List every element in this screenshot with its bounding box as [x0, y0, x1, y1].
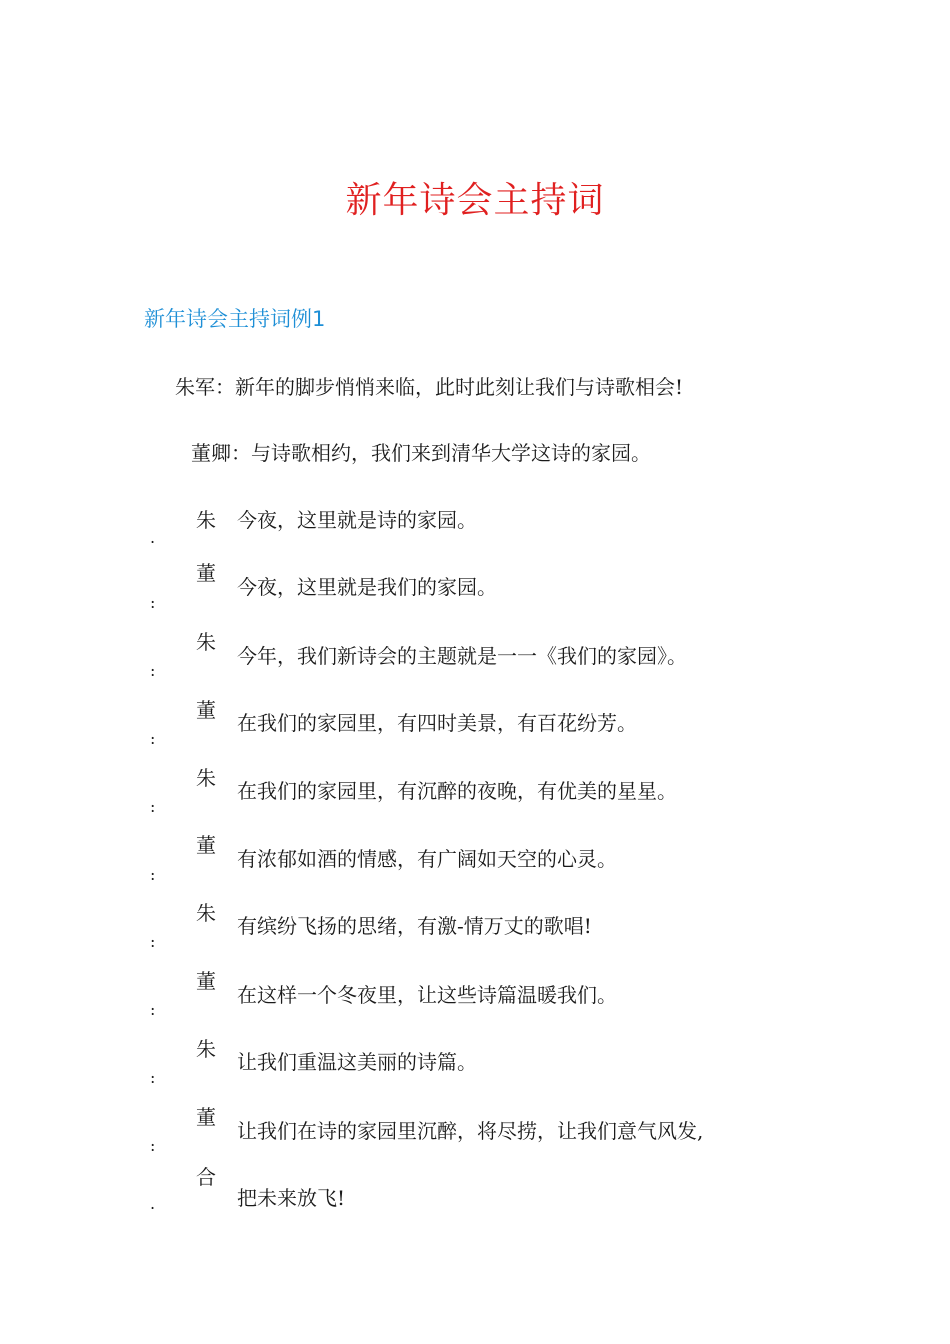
page-title: 新年诗会主持词: [345, 180, 605, 221]
dialogue-line: 有缤纷飞扬的思绪，有激-情万丈的歌唱!: [237, 914, 592, 938]
dialogue-line: 把未来放飞!: [237, 1186, 346, 1210]
dialogue-line: 在我们的家园里，有沉醉的夜晚，有优美的星星。: [237, 779, 677, 803]
speaker-colon: :: [150, 932, 156, 951]
speaker-label: 董: [196, 1105, 216, 1129]
dialogue-line: 让我们重温这美丽的诗篇。: [237, 1050, 477, 1074]
speaker-label: 合: [196, 1165, 216, 1189]
speaker-label: 朱: [196, 508, 216, 532]
speaker-colon: :: [150, 593, 156, 612]
speaker-colon: .: [150, 1194, 156, 1213]
section-heading: 新年诗会主持词例1: [144, 307, 326, 331]
speaker-colon: :: [150, 729, 156, 748]
dialogue-line: 今夜，这里就是诗的家园。: [237, 508, 477, 532]
speaker-label: 朱: [196, 630, 216, 654]
speaker-colon: :: [150, 1136, 156, 1155]
speaker-label: 朱: [196, 901, 216, 925]
intro-line: 朱军：新年的脚步悄悄来临，此时此刻让我们与诗歌相会!: [175, 375, 684, 399]
speaker-label: 朱: [196, 766, 216, 790]
dialogue-line: 今年，我们新诗会的主题就是一一《我们的家园》。: [237, 644, 687, 668]
speaker-label: 董: [196, 561, 216, 585]
speaker-colon: :: [150, 797, 156, 816]
dialogue-line: 在我们的家园里，有四时美景，有百花纷芳。: [237, 711, 637, 735]
speaker-colon: :: [150, 865, 156, 884]
speaker-label: 朱: [196, 1037, 216, 1061]
intro-line: 董卿：与诗歌相约，我们来到清华大学这诗的家园。: [191, 441, 651, 465]
dialogue-line: 在这样一个冬夜里，让这些诗篇温暖我们。: [237, 983, 617, 1007]
speaker-colon: .: [150, 528, 156, 547]
speaker-label: 董: [196, 833, 216, 857]
dialogue-line: 今夜，这里就是我们的家园。: [237, 575, 497, 599]
dialogue-line: 有浓郁如酒的情感，有广阔如天空的心灵。: [237, 847, 617, 871]
speaker-colon: :: [150, 1000, 156, 1019]
speaker-colon: :: [150, 1068, 156, 1087]
speaker-label: 董: [196, 698, 216, 722]
speaker-colon: :: [150, 661, 156, 680]
speaker-label: 董: [196, 969, 216, 993]
dialogue-line: 让我们在诗的家园里沉醉，将尽捞，让我们意气风发,: [237, 1119, 704, 1143]
